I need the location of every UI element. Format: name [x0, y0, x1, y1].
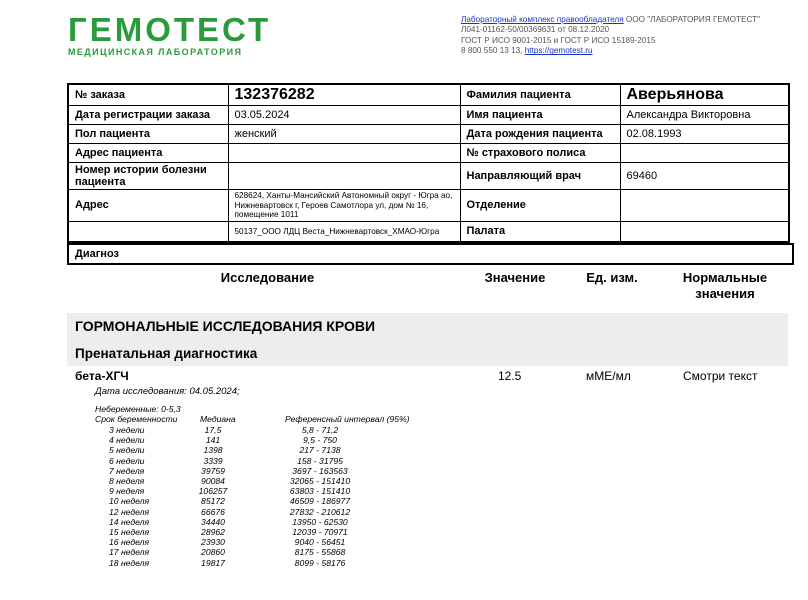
clinic-value: 50137_ООО ЛДЦ Веста_Нижневартовск_ХМАО-Югра	[228, 221, 460, 242]
reference-row	[95, 425, 395, 435]
reference-interval: 5,8 - 71,2	[301, 425, 339, 435]
column-norm-line1: Нормальные	[682, 270, 768, 285]
phone-number: 8 800 550 13 13,	[461, 46, 525, 56]
reference-head-term: Срок беременности	[95, 414, 178, 424]
patient-info-table	[67, 83, 790, 243]
reference-row	[95, 496, 395, 506]
test-unit: мМЕ/мл	[586, 369, 631, 383]
lab-owner: ООО "ЛАБОРАТОРИЯ ГЕМОТЕСТ"	[623, 15, 761, 24]
patient-address-value	[228, 144, 460, 163]
surname-value: Аверьянова	[620, 84, 789, 106]
name-value: Александра Викторовна	[620, 106, 789, 125]
reference-row	[95, 537, 395, 547]
reference-row	[95, 456, 395, 466]
reference-head-interval: Референсный интервал (95%)	[285, 414, 410, 424]
section-title: ГОРМОНАЛЬНЫЕ ИССЛЕДОВАНИЯ КРОВИ	[75, 318, 376, 334]
patient-address-label: Адрес пациента	[68, 144, 228, 163]
clinic-label-empty	[68, 221, 228, 242]
test-name: бета-ХГЧ	[75, 369, 129, 383]
column-value: Значение	[484, 270, 546, 285]
reference-week: 5 недели	[109, 445, 145, 456]
logo-title: ГЕМОТЕСТ	[68, 11, 272, 48]
referring-doctor-label: Направляющий врач	[460, 163, 620, 190]
name-label: Имя пациента	[460, 106, 620, 125]
reference-interval: 217 - 7138	[299, 445, 341, 456]
department-label: Отделение	[460, 190, 620, 222]
reference-week: 6 недели	[109, 455, 145, 466]
reference-median: 20860	[201, 547, 225, 558]
reference-interval: 32065 - 151410	[289, 476, 351, 486]
reference-week: 8 неделя	[109, 476, 145, 486]
lab-complex-link[interactable]: Лабораторный комплекс правообладателя	[461, 15, 624, 24]
department-value	[620, 190, 789, 222]
reference-median: 106257	[198, 486, 228, 497]
reference-median: 66676	[201, 506, 225, 517]
reference-row	[95, 547, 395, 557]
column-unit: Ед. изм.	[586, 270, 638, 285]
reference-interval: 3697 - 163563	[292, 465, 348, 476]
reference-head-median: Медиана	[200, 414, 236, 424]
reference-week: 3 недели	[109, 425, 145, 435]
reference-week: 17 неделя	[109, 547, 150, 558]
website-link[interactable]: https://gemotest.ru	[524, 46, 593, 56]
reference-row	[95, 486, 395, 496]
reg-date-value: 03.05.2024	[228, 106, 460, 125]
reference-interval: 46509 - 186977	[289, 496, 351, 507]
test-value: 12.5	[498, 369, 522, 383]
birth-date-value: 02.08.1993	[620, 125, 789, 144]
reference-interval: 8175 - 55868	[294, 547, 346, 558]
sex-value: женский	[228, 125, 460, 144]
column-norm	[665, 270, 785, 302]
reference-row	[95, 507, 395, 517]
reference-interval: 8099 - 58176	[294, 557, 346, 568]
reference-median: 39759	[201, 465, 225, 476]
reference-week: 7 неделя	[109, 465, 145, 476]
reference-interval: 9040 - 56451	[294, 537, 346, 548]
test-norm: Смотри текст	[683, 369, 758, 383]
reference-interval: 27832 - 210612	[289, 506, 351, 517]
reference-row	[95, 527, 395, 537]
surname-label: Фамилия пациента	[460, 84, 620, 106]
birth-date-label: Дата рождения пациента	[460, 125, 620, 144]
reference-median: 90084	[201, 476, 225, 486]
reference-week: 4 недели	[109, 435, 145, 446]
history-number-value	[228, 163, 460, 190]
reference-week: 18 неделя	[109, 557, 150, 568]
reference-week: 16 неделя	[109, 537, 150, 548]
address-value: 628624, Ханты-Мансийский Автономный округ - Югра ао, Нижневартовск г, Героев Самотлора ул, дом № 16, помещение 1011	[228, 190, 460, 222]
reference-week: 12 неделя	[109, 506, 150, 517]
reference-median: 85172	[201, 496, 225, 507]
study-date: Дата исследования: 04.05.2024;	[95, 386, 240, 397]
referring-doctor-value: 69460	[620, 163, 789, 190]
lab-info	[461, 15, 760, 57]
reference-row	[95, 466, 395, 476]
gemotest-logo	[68, 11, 272, 57]
address-label: Адрес	[68, 190, 228, 222]
reference-row	[95, 435, 395, 445]
column-norm-line2: значения	[695, 286, 755, 301]
reference-median: 28962	[201, 527, 225, 537]
reference-median: 3339	[203, 455, 223, 466]
reference-row	[95, 558, 395, 568]
reference-row	[95, 517, 395, 527]
reference-week: 9 неделя	[109, 486, 145, 497]
non-pregnant-reference: Небеременные: 0-5,3	[95, 404, 181, 414]
reference-row	[95, 445, 395, 455]
reference-week: 14 неделя	[109, 516, 150, 527]
ward-value	[620, 221, 789, 242]
subsection-title: Пренатальная диагностика	[75, 346, 258, 361]
reference-median: 1398	[203, 445, 223, 456]
order-number-label: № заказа	[68, 84, 228, 106]
reference-interval: 158 - 31795	[297, 455, 343, 466]
reference-median: 17,5	[204, 425, 222, 435]
reference-median: 141	[205, 435, 221, 446]
order-number-value: 132376282	[228, 84, 460, 106]
reference-week: 10 неделя	[109, 496, 150, 507]
reg-date-label: Дата регистрации заказа	[68, 106, 228, 125]
reference-week: 15 неделя	[109, 527, 150, 537]
sex-label: Пол пациента	[68, 125, 228, 144]
history-number-label: Номер истории болезни пациента	[68, 163, 228, 190]
gost-standards: ГОСТ Р ИСО 9001-2015 и ГОСТ Р ИСО 15189-2015	[461, 35, 656, 45]
reference-interval: 13950 - 62530	[292, 516, 348, 527]
ward-label: Палата	[460, 221, 620, 242]
reference-median: 34440	[201, 516, 225, 527]
insurance-label: № страхового полиса	[460, 144, 620, 163]
reference-median: 23930	[201, 537, 225, 548]
insurance-value	[620, 144, 789, 163]
reference-median: 19817	[201, 557, 225, 568]
reference-interval: 63803 - 151410	[289, 486, 351, 497]
license-number: Л041-01162-50/00369631 от 08.12.2020	[461, 25, 610, 35]
reference-interval: 9,5 - 750	[303, 435, 337, 446]
reference-row	[95, 476, 395, 486]
logo-subtitle: МЕДИЦИНСКАЯ ЛАБОРАТОРИЯ	[68, 47, 243, 57]
diagnosis-label: Диагноз	[67, 243, 794, 265]
column-study: Исследование	[220, 270, 315, 285]
reference-interval: 12039 - 70971	[292, 527, 348, 537]
